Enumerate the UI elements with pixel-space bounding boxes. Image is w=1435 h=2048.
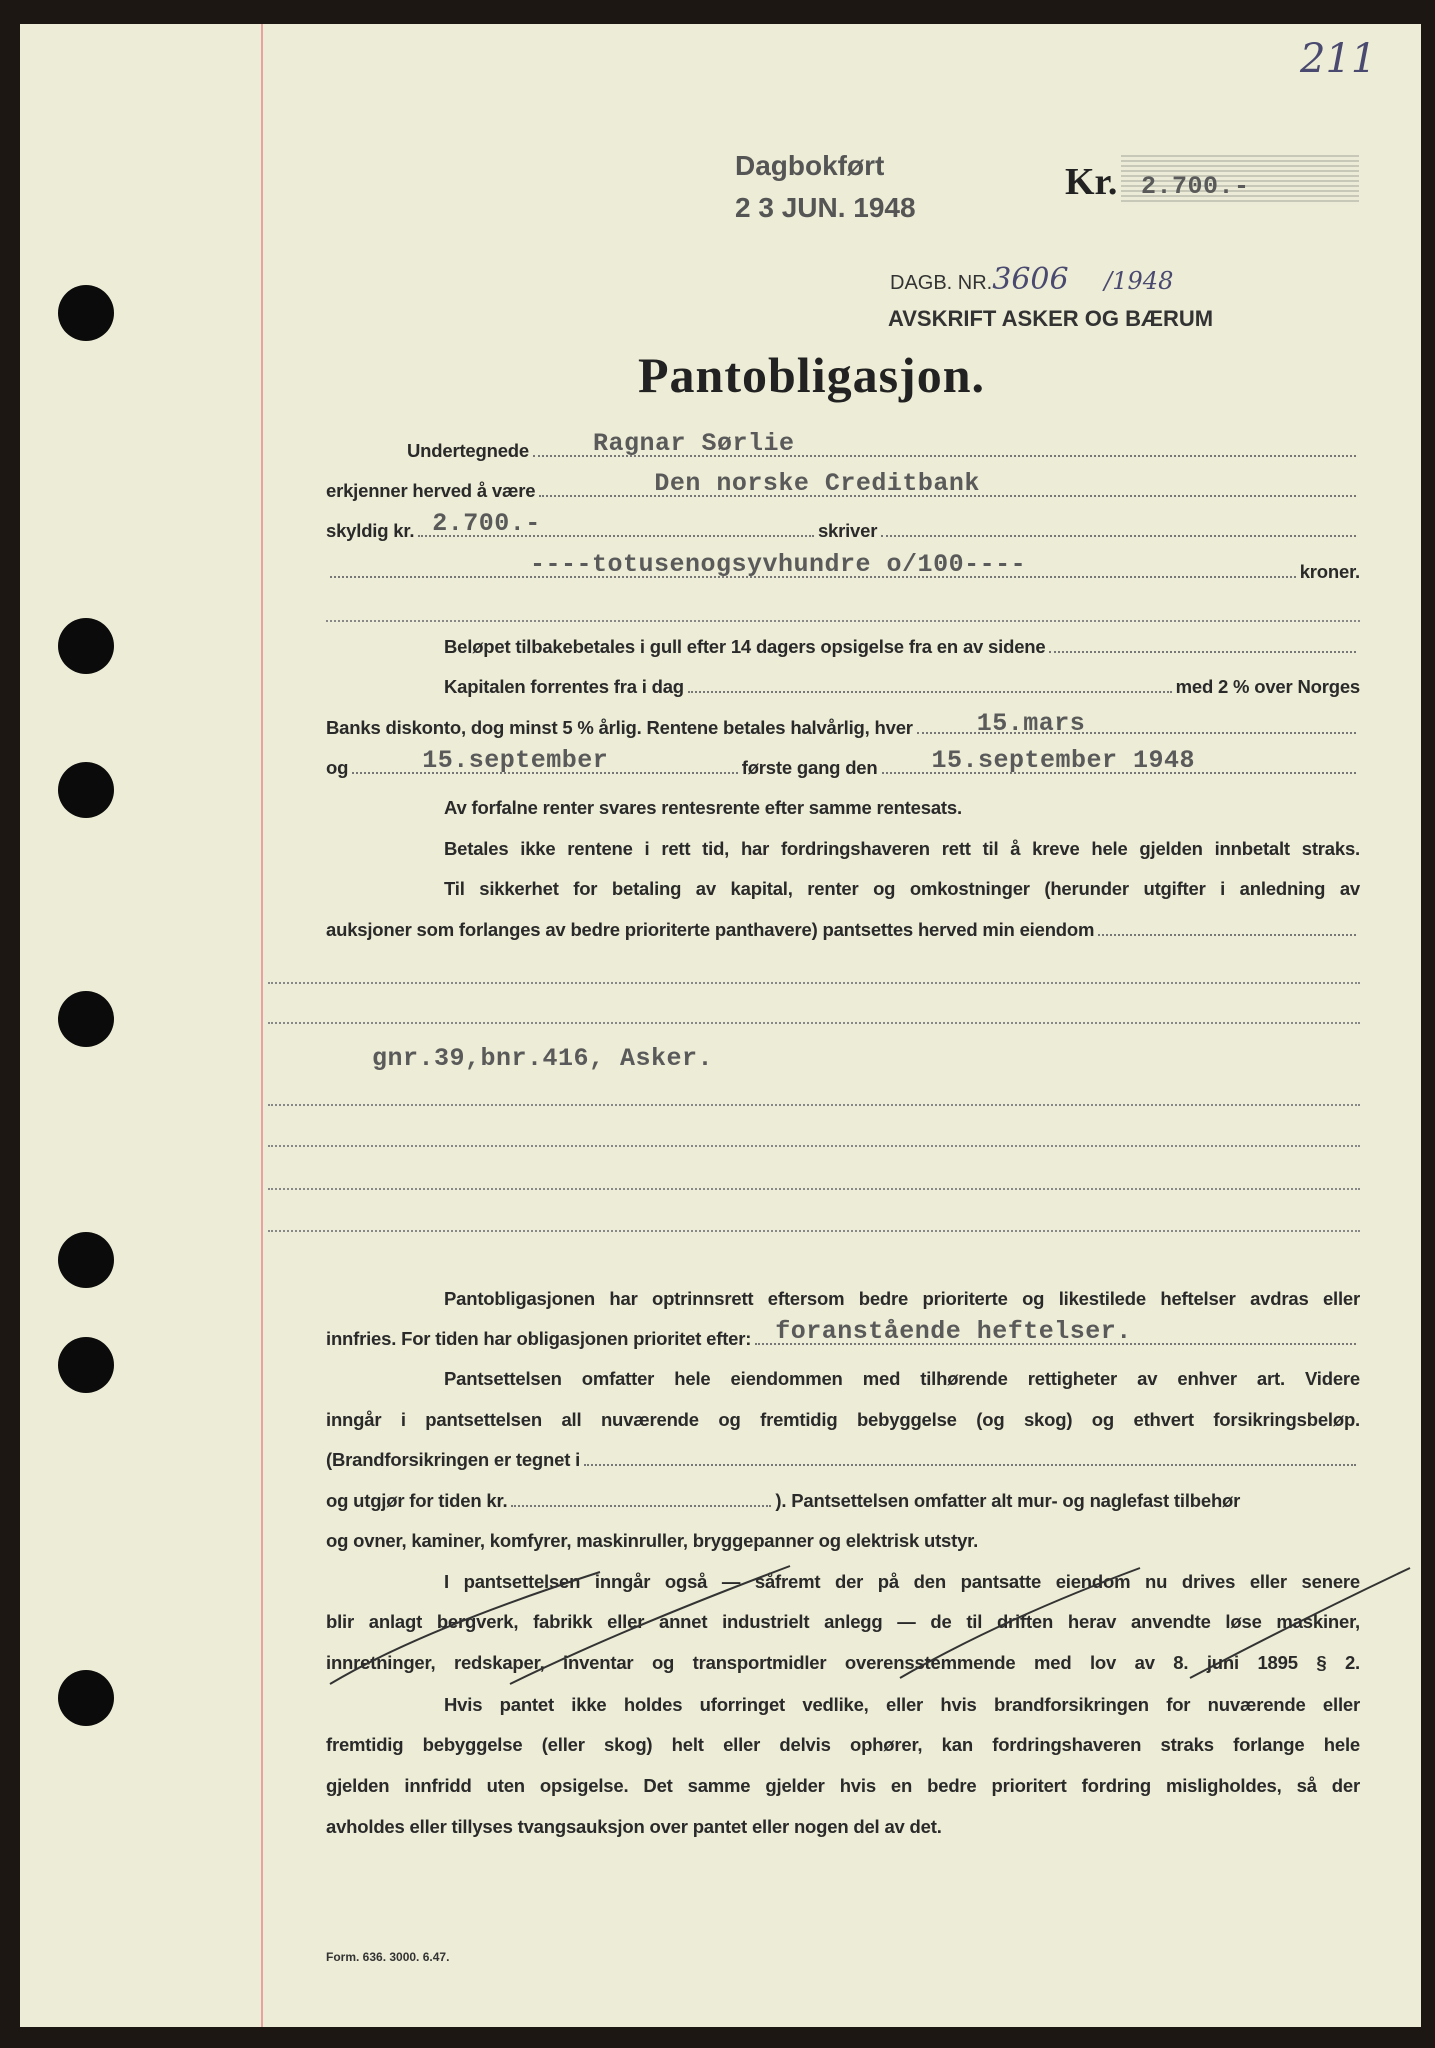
amount-label: Kr. [1065, 161, 1118, 203]
creditor-row [326, 469, 1360, 502]
register-year: /1948 [1104, 267, 1174, 295]
form-number: Form. 636. 3000. 6.47. [326, 1950, 450, 1964]
priority-value: foranstående heftelser. [775, 1317, 1132, 1346]
repay-text: Beløpet tilbakebetales i gull efter 14 dagers opsigelse fra en av sidene [444, 636, 1046, 657]
interest-row [444, 676, 1360, 698]
paragraph-line: (Brandforsikringen er tegnet i [326, 1449, 581, 1470]
paragraph-line: ). Pantsettelsen omfatter alt mur- og naglefast tilbehør [775, 1490, 1241, 1511]
paragraph-line: fremtidig bebyggelse (eller skog) helt eller delvis ophører, kan fordringshaveren straks forlange hele [326, 1734, 1360, 1755]
priority-label: innfries. For tiden har obligasjonen prioritet efter: [326, 1328, 752, 1349]
dotted-line [268, 1104, 1360, 1106]
sum-value: 2.700.- [432, 509, 541, 538]
dotted-line [326, 620, 1360, 622]
property-intro-row [326, 919, 1360, 941]
dotted-line [268, 1230, 1360, 1232]
sum-label: skyldig kr. [326, 520, 415, 541]
punch-hole [58, 1232, 114, 1288]
punch-hole [58, 762, 114, 818]
document-title: Pantobligasjon. [638, 347, 986, 403]
paragraph-line: innretninger, redskaper, inventar og transportmidler overensstemmende med lov av 8. juni 1895 § 2. [326, 1652, 1360, 1673]
kroner-label: kroner. [1299, 561, 1360, 582]
register-number: 3606 [992, 262, 1069, 297]
strikethrough-marks [300, 1560, 1420, 1700]
payment-date-1: 15.mars [976, 709, 1086, 738]
punch-hole [58, 618, 114, 674]
interest-from-text: Kapitalen forrentes fra i dag [444, 676, 684, 697]
punch-hole [58, 991, 114, 1047]
dotted-line [268, 982, 1360, 984]
page-number: 211 [1300, 36, 1377, 82]
punch-hole [58, 1670, 114, 1726]
dagbokfort-stamp: Dagbokført [735, 150, 885, 181]
amount-value: 2.700.- [1141, 172, 1250, 201]
debtor-value: Ragnar Sørlie [592, 429, 795, 458]
priority-row [326, 1317, 1360, 1350]
paragraph-line: Til sikkerhet for betaling av kapital, renter og omkostninger (herunder utgifter i anledning av [444, 878, 1360, 899]
register-line [890, 262, 1173, 297]
creditor-label: erkjenner herved å være [326, 480, 536, 501]
insurance-row [326, 1449, 1360, 1471]
register-prefix: DAGB. NR. [890, 272, 993, 294]
sum-words-value: ----totusenogsyvhundre o/100---- [530, 550, 1027, 579]
paragraph-line: Pantobligasjonen har optrinnsrett eftersom bedre prioriterte og likestilede heftelser avdras eller [444, 1288, 1360, 1309]
punch-hole [58, 285, 114, 341]
paragraph-line: og utgjør for tiden kr. [326, 1490, 508, 1511]
paragraph-line: Pantsettelsen omfatter hele eiendommen med tilhørende rettigheter av enhver art. Videre [444, 1368, 1360, 1389]
punch-hole [58, 1337, 114, 1393]
debtor-row [407, 429, 1360, 462]
interest-rate-text: med 2 % over Norges [1175, 676, 1360, 697]
amount-box [1121, 155, 1359, 205]
discount-text: Banks diskonto, dog minst 5 % årlig. Rentene betales halvårlig, hver [326, 717, 913, 738]
skriver-label: skriver [817, 520, 878, 541]
og-label: og [326, 757, 349, 778]
paragraph-line: blir anlagt bergverk, fabrikk eller annet industrielt anlegg — de til driften herav anvendte løse maskiner, [326, 1611, 1360, 1632]
paragraph-line: inngår i pantsettelsen all nuværende og fremtidig bebyggelse (og skog) og ethvert forsikringsbeløp. [326, 1409, 1360, 1430]
repay-row [444, 636, 1360, 658]
paragraph-line: Hvis pantet ikke holdes uforringet vedlike, eller hvis brandforsikringen for nuværende eller [444, 1694, 1360, 1715]
debtor-label: Undertegnede [407, 440, 529, 461]
first-payment-date: 15.september 1948 [931, 746, 1196, 775]
paragraph-line: auksjoner som forlanges av bedre prioriterte panthavere) pantsettes herved min eiendom [326, 919, 1095, 940]
discount-row [326, 709, 1360, 739]
dotted-line [268, 1145, 1360, 1147]
paragraph-line: gjelden innfridd uten opsigelse. Det samme gjelder hvis en bedre prioritert fordring misligholdes, så der [326, 1775, 1360, 1796]
property-value: gnr.39,bnr.416, Asker. [372, 1044, 714, 1073]
payment-date-2: 15.september [422, 746, 609, 775]
office-stamp: AVSKRIFT ASKER OG BÆRUM [888, 306, 1214, 331]
sum-row [326, 509, 1360, 542]
stamp-date: 2 3 JUN. 1948 [735, 192, 916, 223]
sum-words-row [326, 550, 1360, 583]
paragraph-line: I pantsettelsen inngår også — såfremt der på den pantsatte eiendom nu drives eller senere [444, 1571, 1360, 1592]
paragraph-line: Betales ikke rentene i rett tid, har fordringshaveren rett til å kreve hele gjelden innbetalt straks. [444, 838, 1360, 859]
paragraph-line: avholdes eller tillyses tvangsauksjon over pantet eller nogen del av det. [326, 1816, 942, 1837]
insurance-amount-row [326, 1490, 1360, 1512]
paragraph-line: Av forfalne renter svares rentesrente efter samme rentesats. [444, 797, 962, 818]
first-payment-label: første gang den [741, 757, 878, 778]
dotted-line [268, 1188, 1360, 1190]
dates-row [326, 746, 1360, 779]
creditor-value: Den norske Creditbank [654, 469, 980, 498]
margin-line [261, 24, 263, 2027]
dotted-line [268, 1022, 1360, 1024]
paragraph-line: og ovner, kaminer, komfyrer, maskinruller, bryggepanner og elektrisk utstyr. [326, 1530, 979, 1551]
